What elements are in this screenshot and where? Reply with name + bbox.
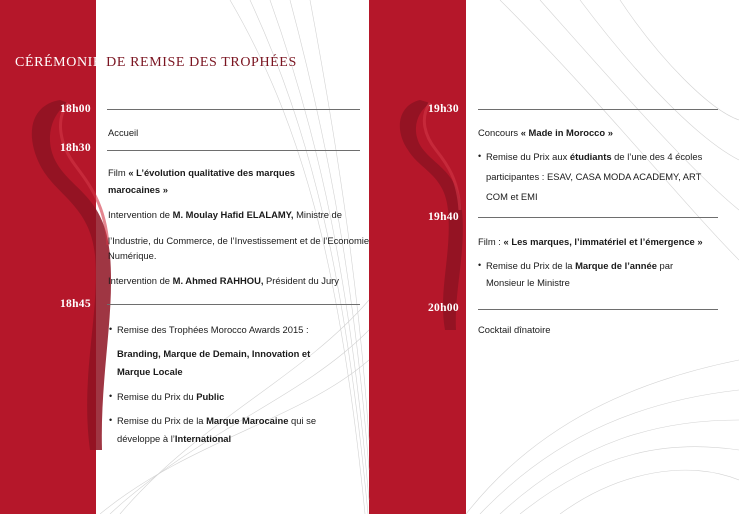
bullet-marque-prefix: Remise du Prix de la — [117, 415, 207, 426]
film-right-line — [478, 234, 703, 250]
bullet-dot-icon: • — [478, 151, 482, 161]
bullet-marque-suffix: qui se — [288, 415, 317, 426]
bullet-prix-public — [109, 389, 225, 405]
time-19h30: 19h30 — [428, 103, 459, 115]
bullet-trophees-text: Remise des Trophées Morocco Awards 2015 : — [117, 324, 309, 335]
time-18h45: 18h45 — [60, 298, 91, 310]
accueil-text: Accueil — [108, 127, 139, 138]
intervention-1-line-2: l’Industrie, du Commerce, de l’Investissement et de l’Economie — [108, 235, 370, 246]
bullet-marque-line-2-bold: International — [174, 433, 232, 444]
divider-rule — [478, 217, 718, 218]
bullet-etudiants-line-3: COM et EMI — [486, 191, 538, 202]
page-title — [15, 55, 297, 71]
divider-rule — [478, 109, 718, 110]
title-part-1: CÉRÉMONIE — [15, 55, 103, 70]
bullet-marque-annee — [478, 258, 674, 274]
bullet-dot-icon: • — [109, 415, 113, 425]
concours-line — [478, 125, 613, 141]
bullet-trophees-categories-2 — [117, 364, 183, 380]
categories-text-2: Marque Locale — [117, 366, 183, 377]
bullet-etudiants-bold: étudiants — [569, 151, 612, 162]
bullet-annee-line-2: Monsieur le Ministre — [486, 277, 570, 288]
bullet-dot-icon: • — [478, 260, 482, 270]
intervention-2-line — [108, 273, 339, 289]
title-part-2: DE REMISE DES TROPHÉES — [102, 55, 297, 70]
bullet-etudiants-prefix: Remise du Prix aux — [486, 151, 570, 162]
bullet-dot-icon: • — [109, 324, 113, 334]
categories-text-1: Branding, Marque de Demain, Innovation et — [117, 348, 311, 359]
intervention-1-suffix: Ministre de — [293, 209, 342, 220]
concours-prefix: Concours — [478, 127, 521, 138]
bullet-trophees — [109, 322, 309, 338]
film-line-2 — [108, 182, 168, 198]
time-18h30: 18h30 — [60, 142, 91, 154]
intervention-2-name: M. Ahmed RAHHOU, — [172, 275, 264, 286]
intervention-2-suffix: Président du Jury — [263, 275, 339, 286]
film-title-1: « L’évolution qualitative des marques — [128, 167, 296, 178]
bullet-etudiants-line-2: participantes : ESAV, CASA MODA ACADEMY, ART — [486, 171, 702, 182]
time-20h00: 20h00 — [428, 302, 459, 314]
intervention-1-prefix: Intervention de — [108, 209, 173, 220]
cocktail-text: Cocktail dînatoire — [478, 324, 551, 335]
bullet-annee-prefix: Remise du Prix de la — [486, 260, 576, 271]
intervention-1-line-1 — [108, 207, 342, 223]
film-prefix: Film — [108, 167, 129, 178]
bullet-etudiants-suffix: de l’une des 4 écoles — [611, 151, 703, 162]
divider-rule — [107, 150, 360, 151]
divider-rule — [478, 309, 718, 310]
bullet-prix-public-prefix: Remise du Prix du — [117, 391, 197, 402]
bullet-marque-bold: Marque Marocaine — [206, 415, 289, 426]
intervention-2-prefix: Intervention de — [108, 275, 173, 286]
bullet-annee-suffix: par — [656, 260, 674, 271]
bullet-trophees-categories-1 — [117, 346, 310, 362]
divider-rule — [107, 304, 360, 305]
concours-title: « Made in Morocco » — [520, 127, 613, 138]
bullet-marque-marocaine — [109, 413, 317, 429]
film-right-prefix: Film : — [478, 236, 504, 247]
time-19h40: 19h40 — [428, 211, 459, 223]
bullet-marque-line-2-prefix: développe à l’ — [117, 433, 175, 444]
divider-rule — [107, 109, 360, 110]
bullet-annee-bold: Marque de l’année — [575, 260, 657, 271]
intervention-1-name: M. Moulay Hafid ELALAMY, — [172, 209, 294, 220]
film-right-title: « Les marques, l’immatériel et l’émergence » — [503, 236, 703, 247]
bullet-marque-line-2 — [117, 431, 231, 447]
time-18h00: 18h00 — [60, 103, 91, 115]
bullet-prix-etudiants — [478, 149, 703, 165]
intervention-1-line-3: Numérique. — [108, 250, 157, 261]
film-title-2: marocaines » — [108, 184, 168, 195]
bullet-dot-icon: • — [109, 391, 113, 401]
film-line-1 — [108, 165, 295, 181]
bullet-prix-public-bold: Public — [196, 391, 225, 402]
